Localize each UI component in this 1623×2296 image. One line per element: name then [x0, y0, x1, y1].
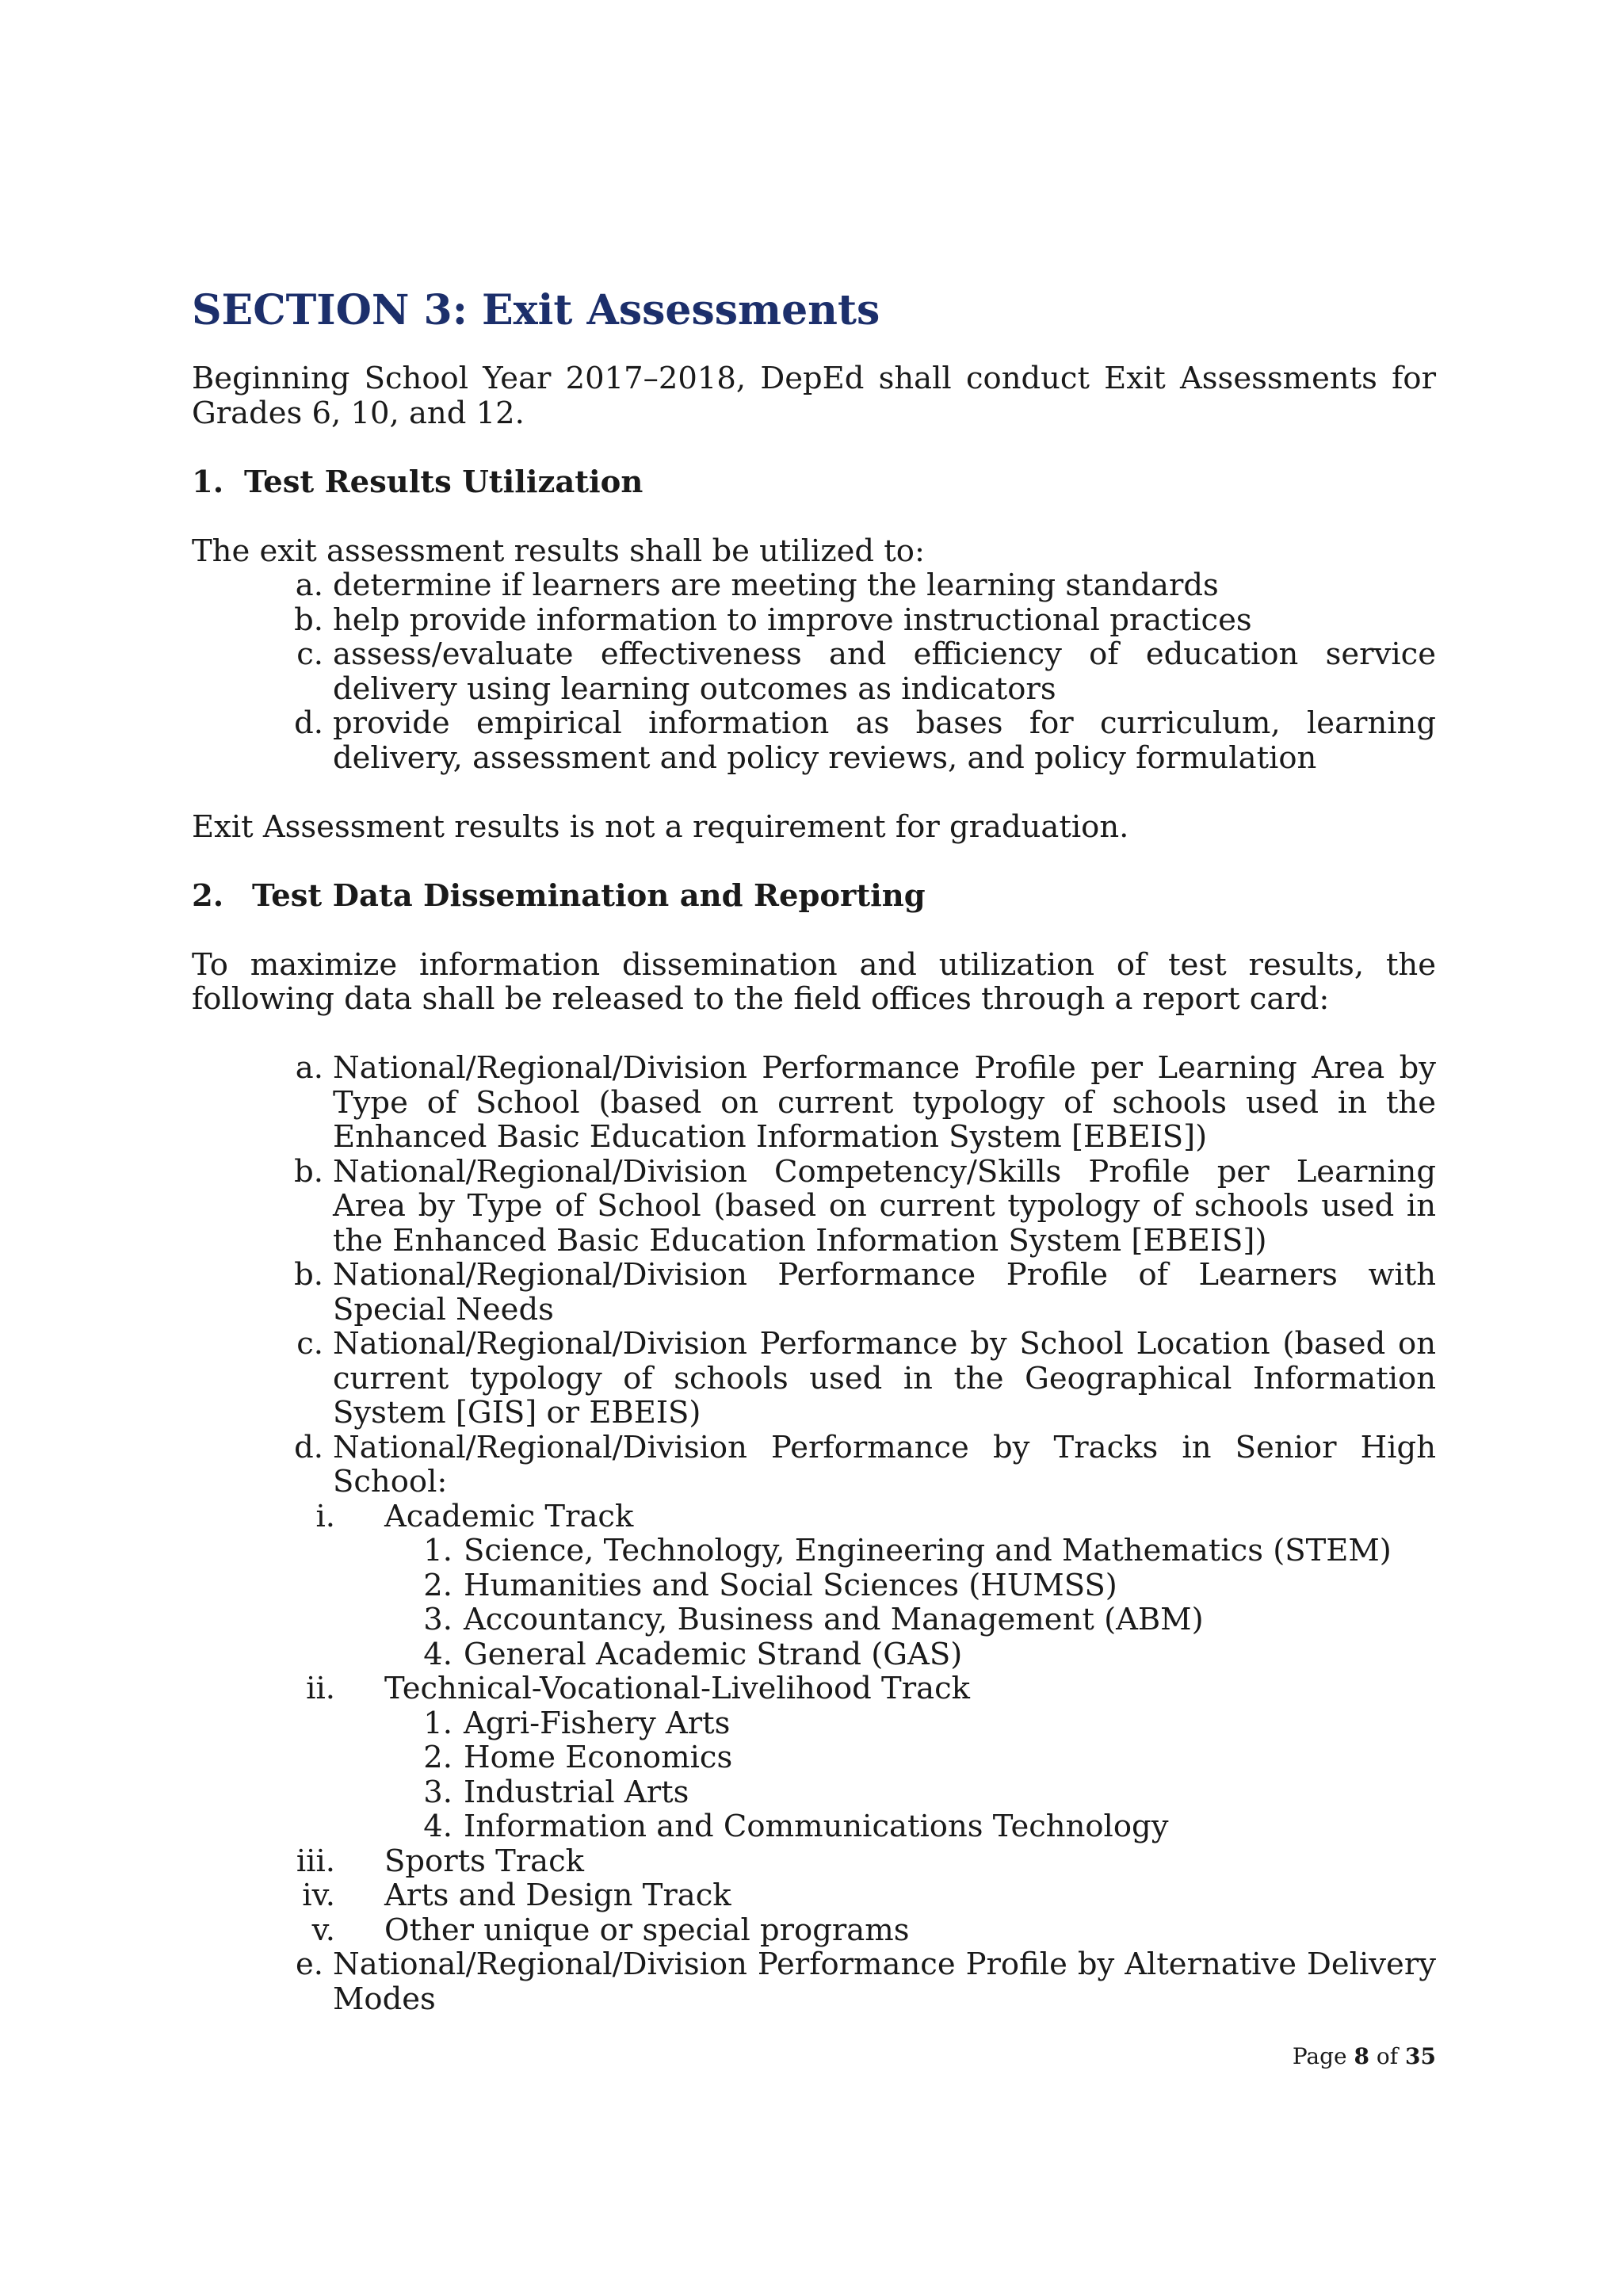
list-item-text: Home Economics: [464, 1740, 733, 1775]
list-item-text: National/Regional/Division Performance Profile by Alternative Delivery Modes: [333, 1946, 1436, 2017]
track-item: [192, 1499, 1436, 1534]
strand-item: [192, 1706, 1436, 1741]
part1-number: 1.: [192, 464, 224, 500]
list-item-text: National/Regional/Division Performance by Tracks in Senior High School:: [333, 1429, 1436, 1499]
list-marker: 3.: [423, 1774, 453, 1810]
list-marker: d.: [294, 1429, 323, 1465]
section-title: SECTION 3: Exit Assessments: [192, 286, 880, 334]
list-item-text: General Academic Strand (GAS): [464, 1636, 963, 1672]
list-marker: b.: [294, 602, 323, 638]
list-item-text: Academic Track: [384, 1498, 634, 1534]
list-item: [192, 1051, 1436, 1155]
list-marker: i.: [315, 1498, 335, 1534]
strand-item: [192, 1534, 1436, 1568]
list-marker: iv.: [302, 1878, 335, 1913]
section-intro: Beginning School Year 2017–2018, DepEd shall conduct Exit Assessments for Grades 6, 10, and 12.: [192, 361, 1436, 431]
page-total: 35: [1405, 2043, 1436, 2069]
track-item: [192, 1913, 1436, 1948]
track-item: [192, 1878, 1436, 1913]
list-item-text: Industrial Arts: [464, 1774, 689, 1810]
list-item-text: determine if learners are meeting the learning standards: [333, 567, 1219, 603]
list-marker: 4.: [423, 1636, 453, 1672]
list-item-text: assess/evaluate effectiveness and efficiency of education service delivery using learning outcomes as indicators: [333, 636, 1436, 707]
list-item-text: Science, Technology, Engineering and Mathematics (STEM): [464, 1533, 1392, 1568]
list-item: [192, 637, 1436, 706]
page-current: 8: [1354, 2043, 1369, 2069]
list-item-text: Humanities and Social Sciences (HUMSS): [464, 1567, 1117, 1603]
list-marker: 3.: [423, 1602, 453, 1637]
list-item-text: Sports Track: [384, 1843, 584, 1879]
list-marker: v.: [311, 1912, 335, 1948]
document-page: [192, 285, 1436, 2016]
list-marker: 2.: [423, 1567, 453, 1603]
strand-item: [192, 1809, 1436, 1844]
list-item-text: National/Regional/Division Performance Profile per Learning Area by Type of School (based on current typology of schools used in the Enhanced Basic Education Information System [EBEIS]): [333, 1050, 1436, 1155]
list-marker: c.: [296, 1326, 323, 1362]
list-marker: b.: [294, 1257, 323, 1293]
list-item: [192, 1155, 1436, 1259]
list-marker: 2.: [423, 1740, 453, 1775]
list-item-text: provide empirical information as bases for curriculum, learning delivery, assessment and policy reviews, and policy formulation: [333, 705, 1436, 776]
part2-heading-text: Test Data Dissemination and Reporting: [252, 877, 926, 914]
track-item: [192, 1671, 1436, 1706]
strand-item: [192, 1637, 1436, 1672]
part1-note: Exit Assessment results is not a requirement for graduation.: [192, 808, 1129, 845]
list-item-text: Other unique or special programs: [384, 1912, 910, 1948]
strand-item: [192, 1603, 1436, 1637]
list-marker: e.: [295, 1946, 323, 1982]
list-item-text: Information and Communications Technology: [464, 1809, 1169, 1844]
part2-number: 2.: [192, 877, 224, 914]
list-item-text: Arts and Design Track: [384, 1878, 731, 1913]
part1-list: [192, 568, 1436, 775]
page-sep: of: [1369, 2043, 1406, 2069]
part2-heading: [192, 879, 1436, 914]
list-item: [192, 1431, 1436, 1499]
page-prefix: Page: [1292, 2043, 1354, 2069]
track-item: [192, 1844, 1436, 1879]
part2-list: [192, 1051, 1436, 1499]
list-marker: d.: [294, 705, 323, 741]
part2-last-list: [192, 1947, 1436, 2016]
list-item: [192, 706, 1436, 775]
list-item: [192, 603, 1436, 638]
list-item-text: help provide information to improve instructional practices: [333, 602, 1252, 638]
list-marker: b.: [294, 1153, 323, 1190]
page-footer: [1236, 2043, 1436, 2070]
list-marker: a.: [295, 1050, 323, 1086]
strand-item: [192, 1740, 1436, 1775]
list-item-text: Technical-Vocational-Livelihood Track: [384, 1671, 970, 1706]
part1-lead: The exit assessment results shall be utilized to:: [192, 533, 925, 569]
list-marker: 1.: [423, 1705, 453, 1741]
list-item: [192, 1258, 1436, 1327]
list-item: [192, 568, 1436, 603]
tracks-list: [192, 1499, 1436, 1948]
list-marker: ii.: [306, 1671, 335, 1706]
part2-lead: To maximize information dissemination and utilization of test results, the following data shall be released to the field offices through a report card:: [192, 946, 1436, 1017]
list-marker: 1.: [423, 1533, 453, 1568]
strand-item: [192, 1775, 1436, 1810]
strand-item: [192, 1568, 1436, 1603]
part1-heading-text: Test Results Utilization: [244, 464, 643, 500]
list-marker: c.: [296, 636, 323, 672]
list-marker: 4.: [423, 1809, 453, 1844]
list-item-text: National/Regional/Division Competency/Skills Profile per Learning Area by Type of School (based on current typology of schools used in the Enhanced Basic Education Information System [EBEIS]): [333, 1153, 1436, 1259]
list-item: [192, 1947, 1436, 2016]
part1-heading: [192, 465, 1436, 500]
list-item-text: National/Regional/Division Performance by School Location (based on current typology of schools used in the Geographical Information System [GIS] or EBEIS): [333, 1326, 1436, 1431]
list-marker: a.: [295, 567, 323, 603]
list-item-text: Accountancy, Business and Management (ABM): [464, 1602, 1204, 1637]
list-item-text: Agri-Fishery Arts: [464, 1705, 731, 1741]
list-marker: iii.: [296, 1843, 335, 1879]
list-item: [192, 1327, 1436, 1431]
list-item-text: National/Regional/Division Performance Profile of Learners with Special Needs: [333, 1257, 1436, 1328]
